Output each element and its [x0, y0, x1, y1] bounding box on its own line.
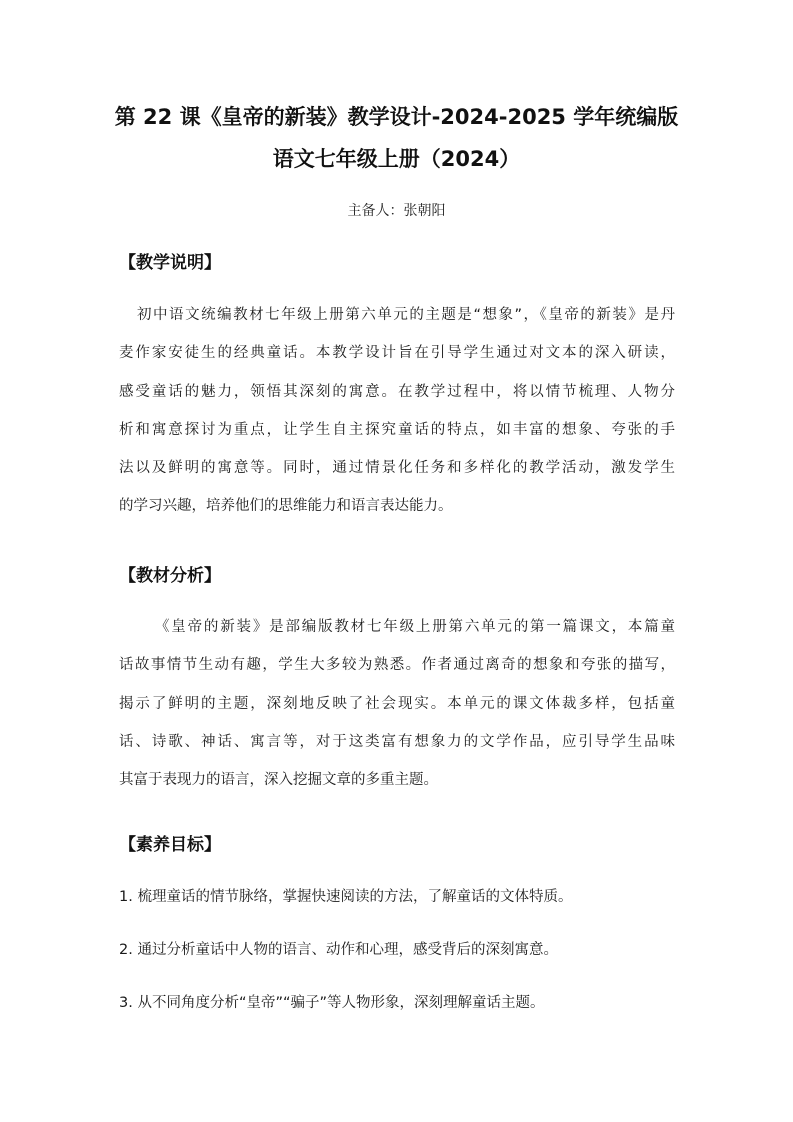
section-heading-literacy-goals: 【素养目标】 [119, 835, 221, 855]
document-title-line-2: 语文七年级上册（2024） [272, 147, 521, 171]
goal-item-2: 2. 通过分析童话中人物的语言、动作和心理，感受背后的深刻寓意。 [119, 942, 558, 958]
author-line: 主备人：张朝阳 [347, 203, 446, 219]
paragraph-line: 话、诗歌、神话、寓言等，对于这类富有想象力的文学作品，应引导学生品味 [119, 733, 675, 750]
section-heading-teaching-notes: 【教学说明】 [119, 253, 221, 273]
paragraph-line: 析和寓意探讨为重点，让学生自主探究童话的特点，如丰富的想象、夸张的手 [119, 421, 675, 438]
document-title-line-1: 第 22 课《皇帝的新装》教学设计-2024-2025 学年统编版 [114, 105, 679, 129]
goal-item-1: 1. 梳理童话的情节脉络，掌握快速阅读的方法，了解童话的文体特质。 [119, 889, 573, 905]
paragraph-line: 其富于表现力的语言，深入挖掘文章的多重主题。 [119, 772, 438, 789]
section-body-teaching-notes [119, 296, 675, 526]
paragraph-line: 的学习兴趣，培养他们的思维能力和语言表达能力。 [119, 498, 453, 515]
section-body-material-analysis [119, 608, 675, 799]
paragraph-line: 初中语文统编教材七年级上册第六单元的主题是“想象”，《皇帝的新装》是丹 [137, 307, 675, 323]
paragraph-line: 《皇帝的新装》是部编版教材七年级上册第六单元的第一篇课文，本篇童 [155, 619, 675, 635]
paragraph-line: 话故事情节生动有趣，学生大多较为熟悉。作者通过离奇的想象和夸张的描写， [119, 657, 675, 674]
paragraph-line: 麦作家安徒生的经典童话。本教学设计旨在引导学生通过对文本的深入研读， [119, 345, 675, 362]
section-heading-material-analysis: 【教材分析】 [119, 566, 221, 586]
paragraph-line: 感受童话的魅力，领悟其深刻的寓意。在教学过程中，将以情节梳理、人物分 [119, 383, 675, 400]
goal-item-3: 3. 从不同角度分析“皇帝”“骗子”等人物形象，深刻理解童话主题。 [119, 995, 545, 1011]
paragraph-line: 揭示了鲜明的主题，深刻地反映了社会现实。本单元的课文体裁多样，包括童 [119, 695, 675, 712]
paragraph-line: 法以及鲜明的寓意等。同时，通过情景化任务和多样化的教学活动，激发学生 [119, 460, 675, 477]
